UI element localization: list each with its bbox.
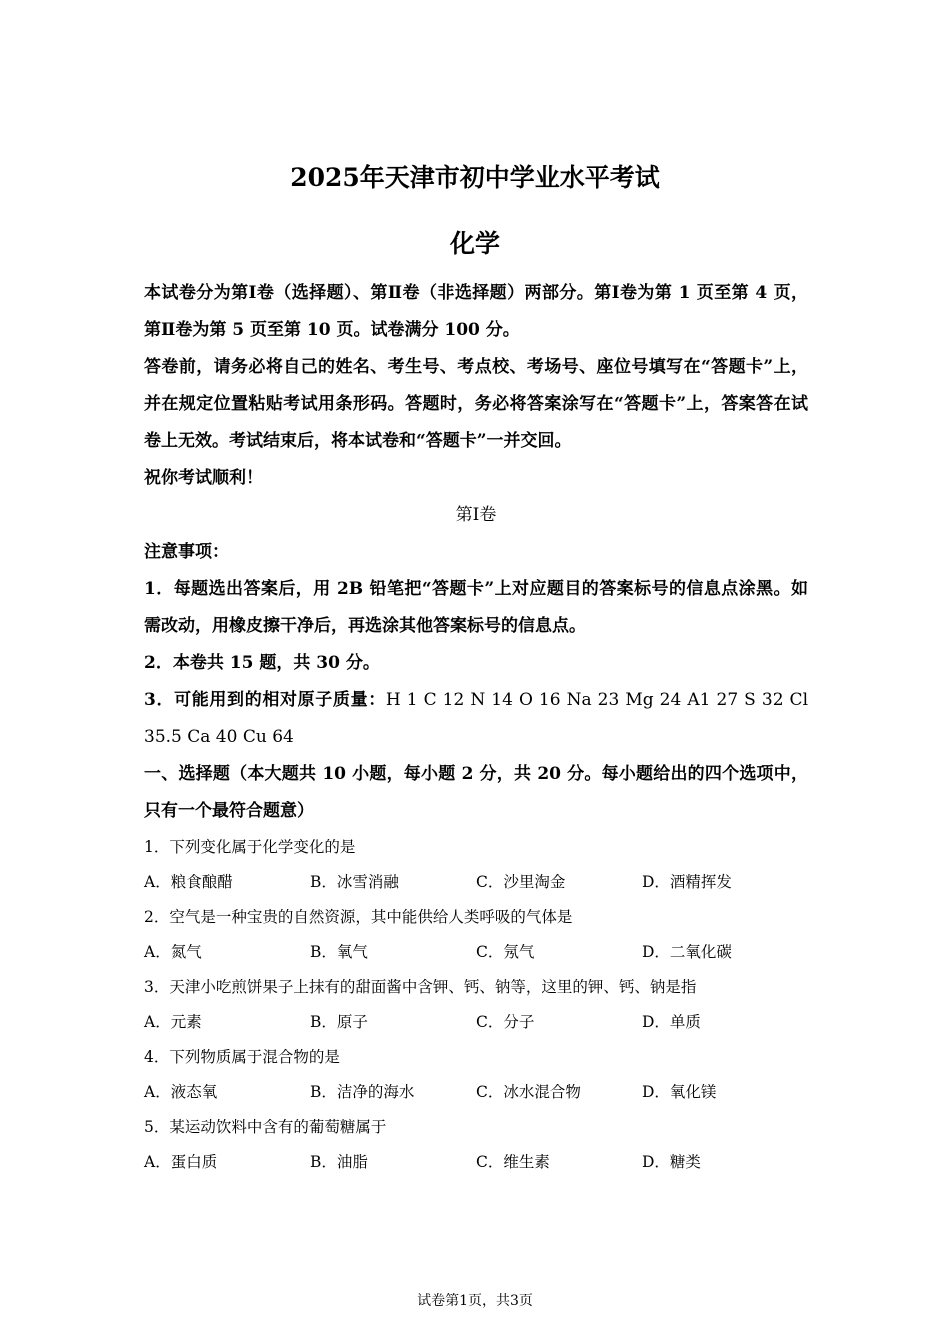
option-d: D．单质 — [642, 1013, 701, 1031]
option-d: D．糖类 — [642, 1153, 701, 1171]
good-luck-text: 祝你考试顺利！ — [144, 468, 263, 488]
option-c: C．维生素 — [476, 1153, 550, 1171]
option-a: A．氮气 — [144, 943, 202, 961]
section-heading: 第Ⅰ卷 — [455, 505, 497, 525]
option-row — [144, 1145, 808, 1180]
option-b: B．冰雪消融 — [310, 873, 399, 891]
option-b: B．氧气 — [310, 943, 368, 961]
intro-paragraph-2: 答卷前，请务必将自己的姓名、考生号、考点校、考场号、座位号填写在“答题卡”上，并在规定位置粘贴考试用条形码。答题时，务必将答案涂写在“答题卡”上，答案答在试卷上无效。考试结束后，将本试卷和“答题卡”一并交回。 — [144, 357, 808, 451]
exam-body — [144, 275, 808, 1180]
note-1: 1．每题选出答案后，用 2B 铅笔把“答题卡”上对应题目的答案标号的信息点涂黑。如需改动，用橡皮擦干净后，再选涂其他答案标号的信息点。 — [144, 579, 808, 636]
question-1 — [144, 830, 808, 900]
option-a: A．粮食酿醋 — [144, 873, 233, 891]
option-c: C．冰水混合物 — [476, 1083, 581, 1101]
question-5 — [144, 1110, 808, 1180]
option-b: B．原子 — [310, 1013, 368, 1031]
notes-title: 注意事项： — [144, 542, 229, 562]
question-stem: 3．天津小吃煎饼果子上抹有的甜面酱中含钾、钙、钠等，这里的钾、钙、钠是指 — [144, 978, 697, 996]
option-c: C．氖气 — [476, 943, 535, 961]
option-c: C．分子 — [476, 1013, 535, 1031]
atomic-masses: H 1 C 12 N 14 O 16 Na 23 Mg 24 A1 27 S 32 Cl 35.5 Ca 40 Cu 64 — [144, 690, 809, 747]
option-c: C．沙里淘金 — [476, 873, 566, 891]
question-stem: 1．下列变化属于化学变化的是 — [144, 838, 356, 856]
option-row — [144, 1075, 808, 1110]
question-2 — [144, 900, 808, 970]
option-a: A．蛋白质 — [144, 1153, 218, 1171]
option-d: D．酒精挥发 — [642, 873, 732, 891]
option-d: D．氧化镁 — [642, 1083, 717, 1101]
part-heading: 一、选择题（本大题共 10 小题，每小题 2 分，共 20 分。每小题给出的四个选项中，只有一个最符合题意） — [144, 764, 808, 821]
note-3-label: 3．可能用到的相对原子质量： — [144, 690, 386, 710]
option-a: A．液态氧 — [144, 1083, 218, 1101]
question-3 — [144, 970, 808, 1040]
question-4 — [144, 1040, 808, 1110]
option-a: A．元素 — [144, 1013, 202, 1031]
option-d: D．二氧化碳 — [642, 943, 732, 961]
exam-title: 2025年天津市初中学业水平考试 — [290, 163, 660, 192]
page-footer: 试卷第1页，共3页 — [417, 1293, 533, 1309]
option-b: B．油脂 — [310, 1153, 368, 1171]
intro-paragraph-1: 本试卷分为第Ⅰ卷（选择题）、第Ⅱ卷（非选择题）两部分。第Ⅰ卷为第 1 页至第 4 页，第Ⅱ卷为第 5 页至第 10 页。试卷满分 100 分。 — [144, 283, 808, 340]
option-row — [144, 1005, 808, 1040]
note-3 — [144, 682, 808, 756]
question-stem: 4．下列物质属于混合物的是 — [144, 1048, 340, 1066]
option-b: B．洁净的海水 — [310, 1083, 415, 1101]
subject-title: 化学 — [449, 229, 500, 258]
option-row — [144, 865, 808, 900]
question-stem: 2．空气是一种宝贵的自然资源，其中能供给人类呼吸的气体是 — [144, 908, 573, 926]
option-row — [144, 935, 808, 970]
note-2: 2．本卷共 15 题，共 30 分。 — [144, 653, 380, 673]
question-stem: 5．某运动饮料中含有的葡萄糖属于 — [144, 1118, 387, 1136]
